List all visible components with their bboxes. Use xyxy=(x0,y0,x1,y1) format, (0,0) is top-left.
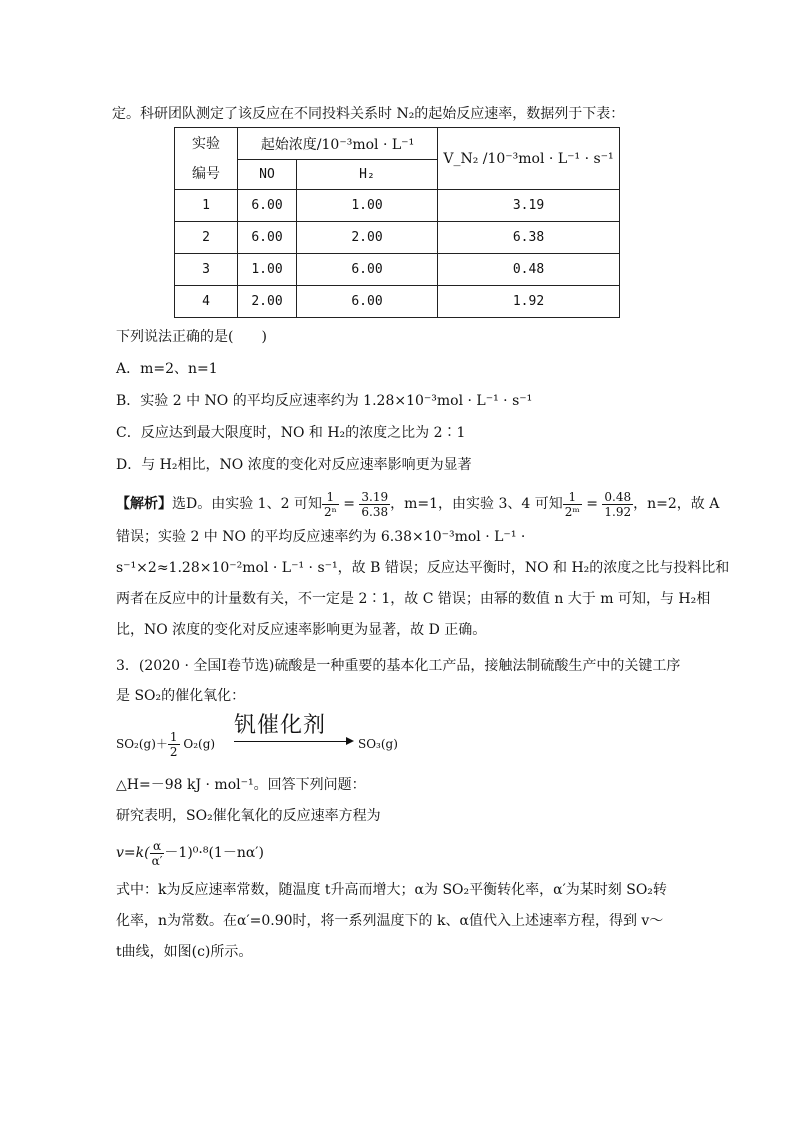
table-row: 2 6.00 2.00 6.38 xyxy=(175,222,620,254)
option-d: D．与 H₂相比，NO 浓度的变化对反应速率影响更为显著 xyxy=(116,457,472,473)
q3-line-6: 式中：k为反应速率常数，随温度 t升高而增大；α为 SO₂平衡转化率，α′为某时刻 SO₂转 xyxy=(116,882,667,898)
q3-line-1: 3．(2020 · 全国Ⅰ卷节选)硫酸是一种重要的基本化工产品，接触法制硫酸生产中的关键工序 xyxy=(116,658,681,674)
reaction-arrow xyxy=(234,708,354,748)
q3-line-4: 研究表明，SO₂催化氧化的反应速率方程为 xyxy=(116,808,381,824)
fraction: $\frac{0.48}{1.92}$ xyxy=(604,489,632,519)
rate-equation: v=k( $\frac{\alpha}{\alpha'}$ －1)⁰·⁸(1－nα′) xyxy=(116,838,264,868)
catalyst-label: 钒催化剂 xyxy=(234,713,327,738)
header-h2: H₂ xyxy=(297,160,438,190)
q3-line-2: 是 SO₂的催化氧化： xyxy=(116,688,246,704)
fraction-half: $\frac{1}{2}$ xyxy=(169,730,178,759)
table-row: 1 6.00 1.00 3.19 xyxy=(175,190,620,222)
table-row: 3 1.00 6.00 0.48 xyxy=(175,254,620,286)
analysis-line-5: 比，NO 浓度的变化对反应速率影响更为显著，故 D 正确。 xyxy=(116,622,487,638)
option-c: C．反应达到最大限度时，NO 和 H₂的浓度之比为 2∶1 xyxy=(116,425,466,441)
fraction: $\frac{1}{\text{2ᵐ}}$ xyxy=(564,489,580,519)
equation-left: SO₂(g)＋ $\frac{1}{2}$ O₂(g) xyxy=(116,730,216,759)
arrow-head-icon xyxy=(346,737,354,745)
table-row: 4 2.00 6.00 1.92 xyxy=(175,286,620,318)
analysis-line-4: 两者在反应中的计量数有关，不一定是 2∶1，故 C 错误；由幂的数值 n 大于 m 可知，与 H₂相 xyxy=(116,591,711,607)
enthalpy-line: △H=－98 kJ · mol⁻¹。回答下列问题： xyxy=(116,777,366,793)
intro-text: 定。科研团队测定了该反应在不同投料关系时 N₂的起始反应速率，数据列于下表： xyxy=(112,106,625,122)
fraction: $\frac{3.19}{6.38}$ xyxy=(361,489,389,519)
q3-line-8: t曲线，如图(c)所示。 xyxy=(116,944,253,960)
header-exp-number: 实验 编号 xyxy=(175,128,238,190)
analysis-line-3: s⁻¹×2≈1.28×10⁻²mol · L⁻¹ · s⁻¹，故 B 错误；反应达平衡时，NO 和 H₂的浓度之比与投料比和 xyxy=(116,560,730,576)
option-b: B．实验 2 中 NO 的平均反应速率约为 1.28×10⁻³mol · L⁻¹ · s⁻¹ xyxy=(116,393,533,409)
fraction: $\frac{1}{\text{2ⁿ}}$ xyxy=(323,489,337,519)
header-no: NO xyxy=(238,160,297,190)
option-a: A．m=2、n=1 xyxy=(116,361,218,377)
header-initial-conc: 起始浓度/10⁻³mol · L⁻¹ xyxy=(238,128,438,160)
question-stem: 下列说法正确的是( ) xyxy=(116,329,267,345)
analysis-line-2: 错误；实验 2 中 NO 的平均反应速率约为 6.38×10⁻³mol · L⁻¹ · xyxy=(116,529,526,545)
fraction: $\frac{\alpha}{\alpha'}$ xyxy=(151,838,163,868)
q3-line-7: 化率，n为常数。在α′=0.90时，将一系列温度下的 k、α值代入上述速率方程，得到 v～ xyxy=(116,913,664,929)
arrow-line xyxy=(234,741,350,742)
equation-right: SO₃(g) xyxy=(358,737,398,751)
header-rate: V_N₂ /10⁻³mol · L⁻¹ · s⁻¹ xyxy=(438,128,620,190)
data-table xyxy=(174,127,620,318)
analysis-line-1: 【解析】选D。由实验 1、2 可知 $\frac{1}{\text{2ⁿ}}$ = $\frac{3.19}{6.38}$ ，m=1，由实验 3、4 可知 $\frac{1}{\text{2ᵐ}}$ = $\frac{0.48}{1.92}$ ，n=2，故 A xyxy=(116,489,720,519)
analysis-tag: 【解析】 xyxy=(116,496,172,512)
